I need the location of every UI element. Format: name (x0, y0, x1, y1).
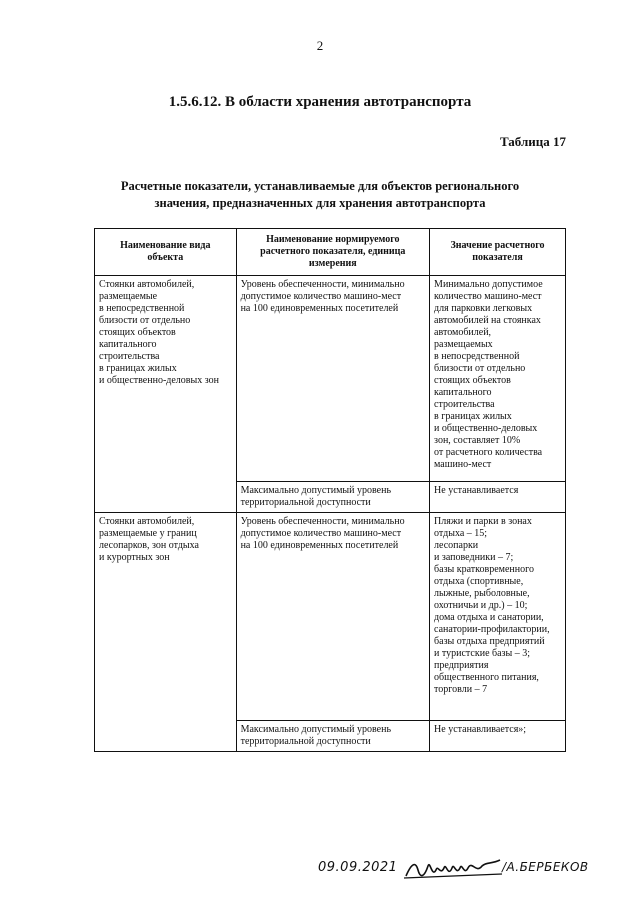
text-line: и общественно-деловых зон (99, 375, 219, 386)
table-caption-line: значения, предназначенных для хранения автотранспорта (154, 196, 486, 210)
table-row (95, 513, 566, 721)
text-line: автомобилей на стоянках (434, 315, 541, 326)
text-line: Пляжи и парки в зонах (434, 516, 532, 527)
text-line: показателя (472, 252, 523, 263)
text-line: отдыха (спортивные, (434, 576, 524, 587)
text-line: отдыха – 15; (434, 528, 488, 539)
text-line: территориальной доступности (240, 497, 371, 508)
text-line: Уровень обеспеченности, минимально (240, 516, 405, 527)
text-line: машино-мест (434, 459, 492, 470)
text-line: Стоянки автомобилей, (99, 279, 195, 290)
text-line: лыжные, рыболовные, (434, 588, 530, 599)
text-line: на 100 единовременных посетителей (240, 540, 399, 551)
text-line: размещаемые у границ (99, 528, 197, 539)
header-object-type (95, 229, 237, 276)
table-number: Таблица 17 (499, 134, 566, 149)
text-line: дома отдыха и санатории, (434, 612, 544, 623)
text-line: и заповедники – 7; (434, 552, 514, 563)
text-line: в границах жилых (434, 411, 512, 422)
text-line: Минимально допустимое (434, 279, 543, 290)
text-line: Наименование вида (120, 240, 211, 251)
text-line: торговли – 7 (434, 684, 488, 695)
text-line: базы отдыха предприятий (434, 636, 545, 647)
handwritten-signature-icon (402, 856, 512, 884)
text-line: близости от отдельно (434, 363, 526, 374)
signature-name: /А.БЕРБЕКОВ (502, 860, 589, 874)
text-line: в границах жилых (99, 363, 177, 374)
text-line: капитального (99, 339, 157, 350)
text-line: предприятия (434, 660, 489, 671)
text-line: Не устанавливается»; (434, 724, 527, 735)
object-type-cell (95, 513, 237, 752)
table-row (95, 276, 566, 482)
text-line: измерения (308, 258, 357, 269)
table-caption-line: Расчетные показатели, устанавливаемые для объектов регионального (120, 179, 520, 193)
text-line: близости от отдельно (99, 315, 191, 326)
standards-table (94, 228, 566, 752)
text-line: лесопарки (434, 540, 479, 551)
indicator-name-cell (236, 721, 429, 752)
text-line: территориальной доступности (240, 736, 371, 747)
text-line: стоящих объектов (434, 375, 511, 386)
text-line: количество машино-мест (434, 291, 542, 302)
table-header-row (95, 229, 566, 276)
text-line: расчетного показателя, единица (260, 246, 406, 257)
text-line: строительства (99, 351, 160, 362)
text-line: для парковки легковых (434, 303, 533, 314)
indicator-value-cell (430, 276, 566, 482)
signature-date: 09.09.2021 (318, 860, 398, 875)
text-line: автомобилей, (434, 327, 492, 338)
text-line: Максимально допустимый уровень (240, 485, 392, 496)
indicator-value-cell (430, 482, 566, 513)
text-line: Не устанавливается (434, 485, 519, 496)
section-heading: 1.5.6.12. В области хранения автотранспорта (168, 94, 472, 110)
page-number: 2 (316, 38, 324, 53)
text-line: допустимое количество машино-мест (240, 291, 402, 302)
text-line: в непосредственной (434, 351, 520, 362)
text-line: размещаемые (99, 291, 158, 302)
text-line: и туристские базы – 3; (434, 648, 530, 659)
signature-block (314, 856, 614, 884)
indicator-value-cell (430, 513, 566, 721)
text-line: капитального (434, 387, 492, 398)
text-line: допустимое количество машино-мест (240, 528, 402, 539)
table-caption (60, 178, 580, 212)
text-line: базы кратковременного (434, 564, 534, 575)
header-indicator-name (236, 229, 429, 276)
header-indicator-value (430, 229, 566, 276)
text-line: и общественно-деловых (434, 423, 538, 434)
text-line: зон, составляет 10% (434, 435, 521, 446)
text-line: Максимально допустимый уровень (240, 724, 392, 735)
text-line: в непосредственной (99, 303, 185, 314)
indicator-name-cell (236, 482, 429, 513)
text-line: объекта (147, 252, 184, 263)
text-line: строительства (434, 399, 495, 410)
text-line: лесопарков, зон отдыха (99, 540, 199, 551)
text-line: общественного питания, (434, 672, 539, 683)
indicator-name-cell (236, 513, 429, 721)
text-line: на 100 единовременных посетителей (240, 303, 399, 314)
text-line: санатории-профилактории, (434, 624, 550, 635)
text-line: размещаемых (434, 339, 493, 350)
text-line: Уровень обеспеченности, минимально (240, 279, 405, 290)
text-line: и курортных зон (99, 552, 170, 563)
text-line: стоящих объектов (99, 327, 176, 338)
text-line: Значение расчетного (450, 240, 545, 251)
object-type-cell (95, 276, 237, 513)
text-line: от расчетного количества (434, 447, 543, 458)
text-line: охотничьи и др.) – 10; (434, 600, 528, 611)
text-line: Стоянки автомобилей, (99, 516, 195, 527)
text-line: Наименование нормируемого (266, 234, 400, 245)
indicator-value-cell (430, 721, 566, 752)
indicator-name-cell (236, 276, 429, 482)
